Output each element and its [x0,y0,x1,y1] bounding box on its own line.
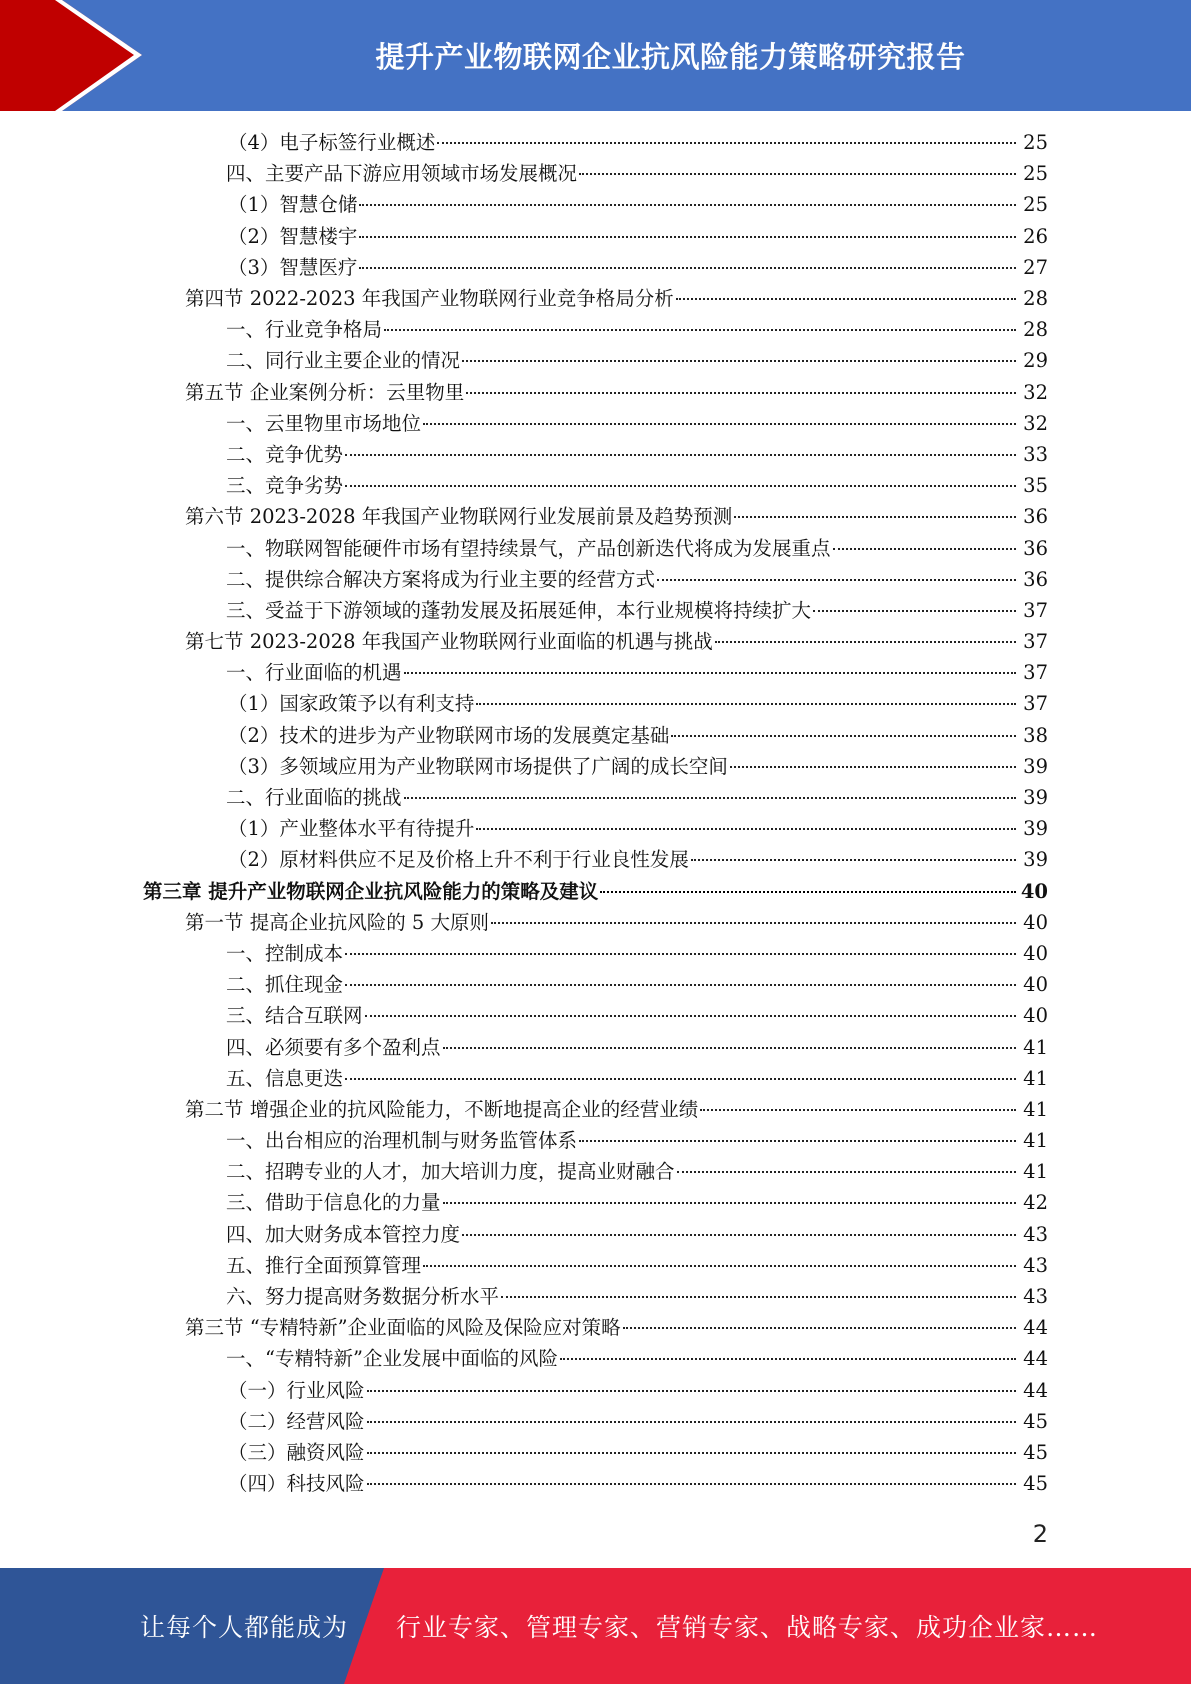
toc-entry-title: （三）融资风险 [228,1440,365,1464]
toc-entry[interactable] [0,1094,1191,1125]
toc-entry-lead [226,314,1018,345]
toc-entry-lead [185,907,1018,938]
toc-entry-page: 37 [1023,692,1048,716]
toc-entry-title: 第六节 2023-2028 年我国产业物联网行业发展前景及趋势预测 [185,505,733,529]
toc-entry[interactable] [0,283,1191,314]
toc-entry-title: 四、主要产品下游应用领域市场发展概况 [226,162,578,186]
toc-entry-lead [226,1281,1018,1312]
toc-entry-title: 一、物联网智能硬件市场有望持续景气，产品创新迭代将成为发展重点 [226,536,831,560]
toc-dot-leader [367,1390,1016,1392]
toc-entry[interactable] [0,1156,1191,1187]
toc-entry-lead [228,221,1018,252]
toc-dot-leader [443,1047,1016,1049]
toc-dot-leader [600,891,1016,893]
toc-entry[interactable] [0,1468,1191,1499]
toc-entry-page: 40 [1020,879,1048,903]
toc-entry[interactable] [0,1343,1191,1374]
toc-entry[interactable] [0,127,1191,158]
toc-entry-lead [185,377,1018,408]
toc-dot-leader [345,485,1016,487]
toc-dot-leader [734,516,1016,518]
toc-entry-title: （一）行业风险 [228,1378,365,1402]
toc-entry-title: 二、提供综合解决方案将成为行业主要的经营方式 [226,567,656,591]
toc-entry-lead [226,1219,1018,1250]
toc-entry[interactable] [0,1437,1191,1468]
toc-entry-page: 35 [1023,474,1048,498]
toc-dot-leader [476,828,1016,830]
toc-entry-lead [185,501,1018,532]
toc-dot-leader [423,423,1016,425]
toc-entry-title: 第二节 增强企业的抗风险能力，不断地提高企业的经营业绩 [185,1097,699,1121]
toc-entry[interactable] [0,1281,1191,1312]
toc-dot-leader [560,1358,1016,1360]
toc-entry-page: 43 [1023,1285,1048,1309]
toc-entry-title: 三、受益于下游领域的蓬勃发展及拓展延伸，本行业规模将持续扩大 [226,598,812,622]
toc-dot-leader [813,610,1016,612]
toc-entry-title: 四、加大财务成本管控力度 [226,1222,461,1246]
toc-entry-page: 36 [1023,505,1048,529]
toc-entry-page: 37 [1023,630,1048,654]
toc-entry-title: 二、抓住现金 [226,973,344,997]
toc-entry-title: 二、招聘专业的人才，加大培训力度，提高业财融合 [226,1160,675,1184]
toc-entry-page: 39 [1023,848,1048,872]
toc-entry[interactable] [0,1063,1191,1094]
toc-entry-page: 36 [1023,536,1048,560]
toc-entry-lead [226,564,1018,595]
toc-entry-lead [226,439,1018,470]
toc-entry[interactable] [0,938,1191,969]
toc-entry-lead [226,969,1018,1000]
toc-entry[interactable] [0,720,1191,751]
table-of-contents [0,127,1191,1499]
toc-entry-title: 一、控制成本 [226,941,344,965]
toc-entry-lead [226,408,1018,439]
toc-entry-lead [226,1250,1018,1281]
toc-entry-lead [228,813,1018,844]
toc-entry-title: （1）国家政策予以有利支持 [228,692,475,716]
toc-dot-leader [367,1483,1016,1485]
toc-dot-leader [462,1234,1016,1236]
toc-entry-title: 二、同行业主要企业的情况 [226,349,461,373]
toc-entry-lead [228,688,1018,719]
toc-entry-page: 40 [1023,1004,1048,1028]
toc-entry[interactable] [0,158,1191,189]
footer-banner [0,1568,1191,1684]
toc-entry[interactable] [0,1406,1191,1437]
toc-entry[interactable] [0,1375,1191,1406]
toc-dot-leader [671,735,1016,737]
toc-entry-title: （3）多领域应用为产业物联网市场提供了广阔的成长空间 [228,754,728,778]
toc-entry-page: 45 [1023,1472,1048,1496]
toc-entry[interactable] [0,751,1191,782]
toc-entry-title: 一、出台相应的治理机制与财务监管体系 [226,1129,578,1153]
toc-entry-lead [226,1063,1018,1094]
toc-entry-title: 五、信息更迭 [226,1066,344,1090]
toc-entry-title: 一、行业面临的机遇 [226,661,402,685]
toc-dot-leader [359,204,1016,206]
toc-entry[interactable] [0,844,1191,875]
toc-entry[interactable] [0,564,1191,595]
toc-entry[interactable] [0,907,1191,938]
toc-entry[interactable] [0,1312,1191,1343]
toc-entry-lead [228,751,1018,782]
toc-entry-page: 44 [1023,1347,1048,1371]
footer-slogan-left: 让每个人都能成为 [140,1613,349,1642]
toc-dot-leader [359,236,1016,238]
toc-entry-title: 第四节 2022-2023 年我国产业物联网行业竞争格局分析 [185,287,674,311]
toc-entry-title: 二、行业面临的挑战 [226,786,402,810]
toc-dot-leader [345,953,1016,955]
toc-entry-page: 27 [1023,255,1048,279]
toc-entry-lead [226,1343,1018,1374]
toc-entry-page: 41 [1023,1160,1048,1184]
toc-entry-title: （2）智慧楼宇 [228,224,358,248]
toc-dot-leader [345,984,1016,986]
toc-entry-lead [185,626,1018,657]
toc-entry-lead [226,1187,1018,1218]
toc-entry[interactable] [0,439,1191,470]
toc-entry-page: 28 [1023,318,1048,342]
toc-entry-page: 40 [1023,973,1048,997]
toc-dot-leader [501,1296,1016,1298]
toc-entry[interactable] [0,345,1191,376]
toc-entry[interactable] [0,595,1191,626]
toc-entry-lead [228,720,1018,751]
toc-entry-page: 43 [1023,1222,1048,1246]
toc-entry-page: 29 [1023,349,1048,373]
toc-entry-lead [143,876,1018,907]
toc-entry[interactable] [0,1250,1191,1281]
toc-dot-leader [676,298,1016,300]
toc-entry-page: 25 [1023,162,1048,186]
toc-entry-page: 39 [1023,817,1048,841]
toc-dot-leader [345,1078,1016,1080]
toc-entry[interactable] [0,377,1191,408]
toc-entry-lead [226,938,1018,969]
toc-entry-lead [228,189,1018,220]
toc-entry-title: 第一节 提高企业抗风险的 5 大原则 [185,910,490,934]
toc-dot-leader [345,454,1016,456]
chevron-arrow-icon [0,0,160,111]
toc-entry-title: （2）技术的进步为产业物联网市场的发展奠定基础 [228,723,670,747]
toc-entry[interactable] [0,1031,1191,1062]
toc-entry-page: 41 [1023,1066,1048,1090]
toc-entry-lead [228,844,1018,875]
toc-dot-leader [359,267,1016,269]
toc-entry-title: 第七节 2023-2028 年我国产业物联网行业面临的机遇与挑战 [185,630,713,654]
toc-entry-lead [226,1000,1018,1031]
toc-entry-lead [228,1406,1018,1437]
toc-entry-page: 32 [1023,380,1048,404]
toc-entry-lead [226,1125,1018,1156]
toc-dot-leader [657,579,1016,581]
toc-dot-leader [476,703,1016,705]
toc-entry-lead [226,595,1018,626]
toc-entry[interactable] [0,470,1191,501]
toc-entry[interactable] [0,1219,1191,1250]
toc-dot-leader [443,1202,1016,1204]
toc-entry[interactable] [0,1000,1191,1031]
page-number: 2 [1032,1520,1048,1548]
toc-entry-page: 41 [1023,1097,1048,1121]
toc-entry-lead [228,252,1018,283]
toc-entry-lead [226,345,1018,376]
toc-entry-page: 41 [1023,1129,1048,1153]
toc-dot-leader [423,1265,1016,1267]
toc-entry-page: 32 [1023,411,1048,435]
toc-entry-title: 三、借助于信息化的力量 [226,1191,441,1215]
toc-entry-lead [185,1312,1018,1343]
toc-entry[interactable] [0,782,1191,813]
report-title: 提升产业物联网企业抗风险能力策略研究报告 [375,40,966,74]
toc-entry-page: 44 [1023,1378,1048,1402]
toc-dot-leader [367,1421,1016,1423]
toc-entry-page: 41 [1023,1035,1048,1059]
toc-entry-page: 25 [1023,131,1048,155]
toc-entry-title: 三、竞争劣势 [226,474,344,498]
toc-entry-title: 第三节 “专精特新”企业面临的风险及保险应对策略 [185,1316,621,1340]
toc-entry-page: 36 [1023,567,1048,591]
toc-entry-page: 39 [1023,754,1048,778]
toc-entry[interactable] [0,813,1191,844]
toc-dot-leader [833,548,1016,550]
toc-dot-leader [491,922,1016,924]
toc-entry-page: 38 [1023,723,1048,747]
footer-slogan-right: 行业专家、管理专家、营销专家、战略专家、成功企业家…… [396,1613,1099,1642]
toc-entry-title: 一、行业竞争格局 [226,318,383,342]
toc-dot-leader [579,1140,1016,1142]
toc-entry-page: 40 [1023,941,1048,965]
toc-entry-lead [226,782,1018,813]
toc-entry-page: 44 [1023,1316,1048,1340]
toc-dot-leader [700,1109,1016,1111]
toc-entry-title: （1）智慧仓储 [228,193,358,217]
toc-entry[interactable] [0,314,1191,345]
toc-dot-leader [437,142,1016,144]
toc-entry-lead [228,1437,1018,1468]
toc-entry[interactable] [0,532,1191,563]
toc-entry-lead [228,127,1018,158]
toc-entry-title: 六、努力提高财务数据分析水平 [226,1285,500,1309]
toc-entry[interactable] [0,221,1191,252]
toc-entry[interactable] [0,252,1191,283]
toc-entry[interactable] [0,501,1191,532]
header-banner [0,0,1191,111]
toc-entry-title: 第三章 提升产业物联网企业抗风险能力的策略及建议 [143,879,599,903]
toc-dot-leader [691,859,1016,861]
toc-entry-title: （4）电子标签行业概述 [228,131,436,155]
toc-entry-lead [185,1094,1018,1125]
toc-entry-page: 43 [1023,1253,1048,1277]
toc-entry-lead [226,1156,1018,1187]
toc-chapter-entry[interactable] [0,876,1191,907]
toc-entry-page: 33 [1023,442,1048,466]
toc-entry-title: （3）智慧医疗 [228,255,358,279]
toc-dot-leader [623,1327,1016,1329]
toc-entry-title: （二）经营风险 [228,1409,365,1433]
toc-entry[interactable] [0,408,1191,439]
toc-entry-title: 三、结合互联网 [226,1004,363,1028]
toc-entry-title: （2）原材料供应不足及价格上升不利于行业良性发展 [228,848,689,872]
toc-entry[interactable] [0,626,1191,657]
toc-entry-page: 42 [1023,1191,1048,1215]
toc-entry-title: （四）科技风险 [228,1472,365,1496]
toc-entry-lead [185,283,1018,314]
toc-entry-title: 一、云里物里市场地位 [226,411,422,435]
toc-entry-title: 四、必须要有多个盈利点 [226,1035,441,1059]
toc-entry-page: 39 [1023,786,1048,810]
toc-entry[interactable] [0,1187,1191,1218]
toc-entry-lead [226,533,1018,564]
toc-entry[interactable] [0,1125,1191,1156]
toc-entry-title: 一、“专精特新”企业发展中面临的风险 [226,1347,558,1371]
toc-entry-title: （1）产业整体水平有待提升 [228,817,475,841]
toc-entry-page: 37 [1023,661,1048,685]
toc-entry-title: 五、推行全面预算管理 [226,1253,422,1277]
toc-entry-page: 28 [1023,287,1048,311]
toc-dot-leader [677,1171,1016,1173]
toc-entry-page: 26 [1023,224,1048,248]
toc-entry[interactable] [0,189,1191,220]
toc-dot-leader [404,797,1016,799]
toc-entry[interactable] [0,688,1191,719]
toc-entry-title: 第五节 企业案例分析：云里物里 [185,380,465,404]
toc-dot-leader [466,392,1016,394]
toc-entry-lead [226,158,1018,189]
toc-entry[interactable] [0,969,1191,1000]
toc-entry-page: 45 [1023,1409,1048,1433]
toc-entry-lead [228,1468,1018,1499]
toc-dot-leader [367,1452,1016,1454]
toc-entry-page: 37 [1023,598,1048,622]
toc-entry-lead [226,470,1018,501]
toc-entry-page: 25 [1023,193,1048,217]
toc-dot-leader [365,1015,1016,1017]
toc-dot-leader [404,672,1016,674]
toc-entry-lead [228,1375,1018,1406]
toc-dot-leader [715,641,1016,643]
toc-dot-leader [579,173,1016,175]
toc-entry-title: 二、竞争优势 [226,442,344,466]
toc-entry[interactable] [0,657,1191,688]
toc-entry-page: 45 [1023,1440,1048,1464]
toc-dot-leader [462,360,1016,362]
toc-entry-lead [226,1032,1018,1063]
toc-dot-leader [384,329,1016,331]
toc-dot-leader [730,766,1016,768]
toc-entry-page: 40 [1023,910,1048,934]
toc-entry-lead [226,657,1018,688]
